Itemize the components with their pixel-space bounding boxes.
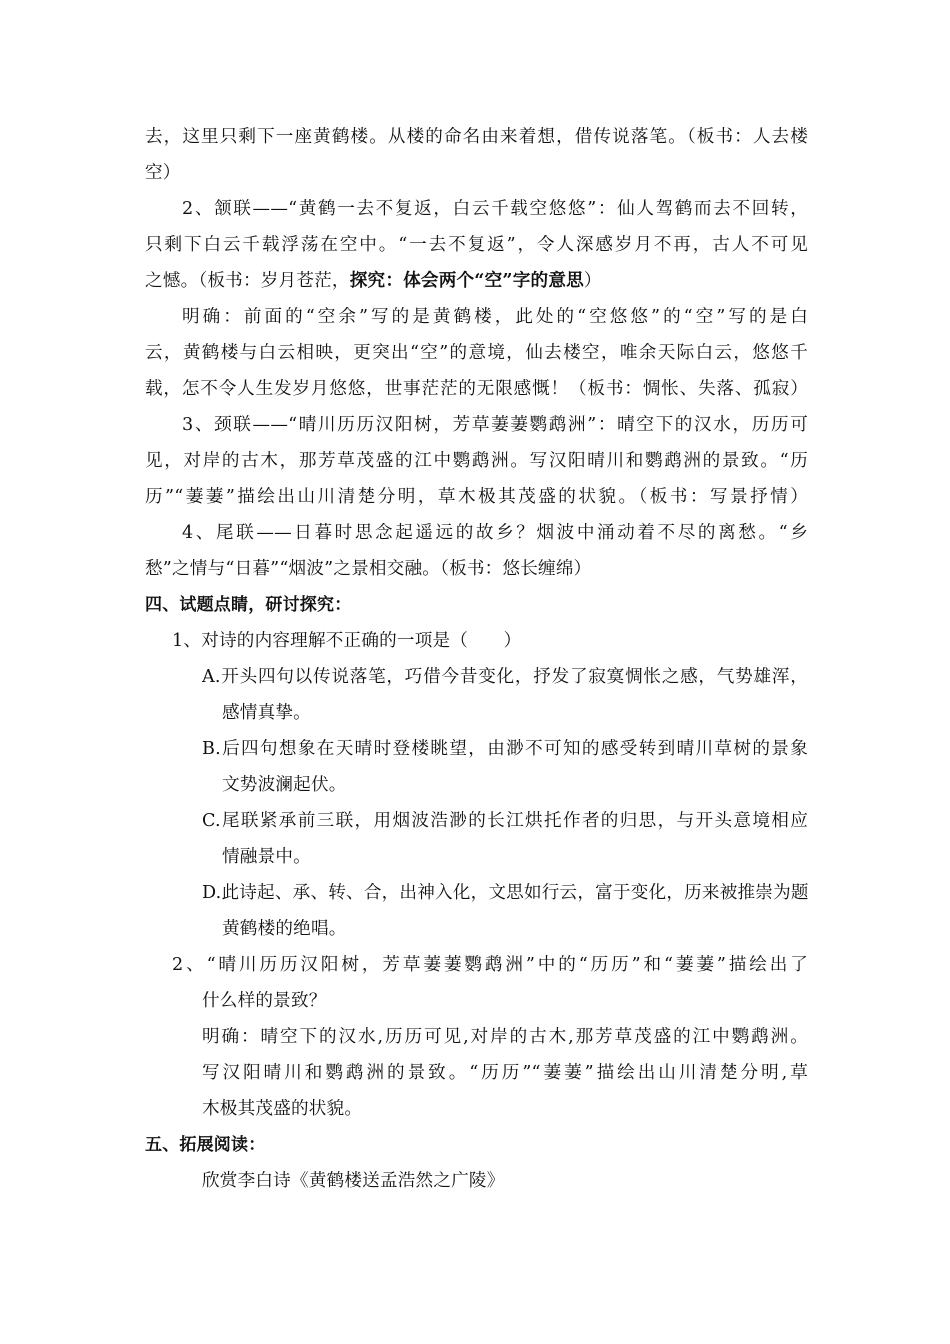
answer-line: 木极其茂盛的状貌。 [202, 1099, 363, 1119]
text-line: 只剩下白云千载浮荡在空中。“一去不复返”，令人深感岁月不再，古人不可见 [145, 235, 808, 255]
question-2: 2、“晴川历历汉阳树，芳草萋萋鹦鹉洲”中的“历历”和“萋萋”描绘出了 [172, 955, 808, 975]
text-line: 云，黄鹤楼与白云相映，更突出“空”的意境，仙去楼空，唯余天际白云，悠悠千 [145, 343, 808, 363]
text-line: 愁”之情与“日暮”“烟波”之景相交融。（板书：悠长缠绵） [145, 559, 592, 579]
question-1: 1、对诗的内容理解不正确的一项是（ ） [172, 631, 522, 651]
reading-item: 欣赏李白诗《黄鹤楼送孟浩然之广陵》 [202, 1171, 505, 1191]
explore-prompt: 探究：体会两个“空”字的意思 [349, 270, 584, 291]
board-note-text: 之憾。（板书：岁月苍茫， [145, 271, 350, 291]
option-b-cont: 文势波澜起伏。 [222, 775, 347, 795]
answer-line: 明确：晴空下的汉水,历历可见,对岸的古木,那芳草茂盛的江中鹦鹉洲。 [202, 1027, 808, 1047]
section-heading-5: 五、拓展阅读： [145, 1135, 266, 1155]
text-line: 载，怎不令人生发岁月悠悠，世事茫茫的无限感慨！（板书：惆怅、失落、孤寂） [145, 379, 808, 399]
text-line: 历”“萋萋”描绘出山川清楚分明，草木极其茂盛的状貌。（板书：写景抒情） [145, 487, 808, 507]
section-heading-4: 四、试题点睛，研讨探究： [145, 595, 352, 615]
option-a-cont: 感情真挚。 [222, 703, 311, 723]
text-line-with-bold [145, 268, 808, 294]
option-d-cont: 黄鹤楼的绝唱。 [222, 919, 347, 939]
text-line: 空） [145, 163, 181, 183]
answer-line: 写汉阳晴川和鹦鹉洲的景致。“历历”“萋萋”描绘出山川清楚分明,草 [202, 1063, 808, 1083]
option-a: A.开头四句以传说落笔，巧借今昔变化，抒发了寂寞惆怅之感，气势雄浑， [202, 667, 808, 687]
option-c: C.尾联紧承前三联，用烟波浩渺的长江烘托作者的归思，与开头意境相应 [202, 811, 808, 831]
closing-paren: ） [583, 271, 602, 291]
option-d: D.此诗起、承、转、合，出神入化，文思如行云，富于变化，历来被推崇为题 [202, 883, 809, 903]
text-line: 4、尾联——日暮时思念起遥远的故乡？烟波中涌动着不尽的离愁。“乡 [182, 523, 808, 543]
text-line: 去，这里只剩下一座黄鹤楼。从楼的命名由来着想，借传说落笔。（板书：人去楼 [145, 127, 808, 147]
text-line: 2、颔联——“黄鹤一去不复返，白云千载空悠悠”：仙人驾鹤而去不回转， [182, 199, 808, 219]
question-2-cont: 什么样的景致？ [202, 991, 327, 1011]
text-line: 3、颈联——“晴川历历汉阳树，芳草萋萋鹦鹉洲”：晴空下的汉水，历历可 [182, 415, 808, 435]
text-line: 见，对岸的古木，那芳草茂盛的江中鹦鹉洲。写汉阳晴川和鹦鹉洲的景致。“历 [145, 451, 808, 471]
text-line: 明确：前面的“空余”写的是黄鹤楼，此处的“空悠悠”的“空”写的是白 [182, 307, 808, 327]
option-c-cont: 情融景中。 [222, 847, 311, 867]
option-b: B.后四句想象在天晴时登楼眺望，由渺不可知的感受转到晴川草树的景象 [202, 739, 808, 759]
